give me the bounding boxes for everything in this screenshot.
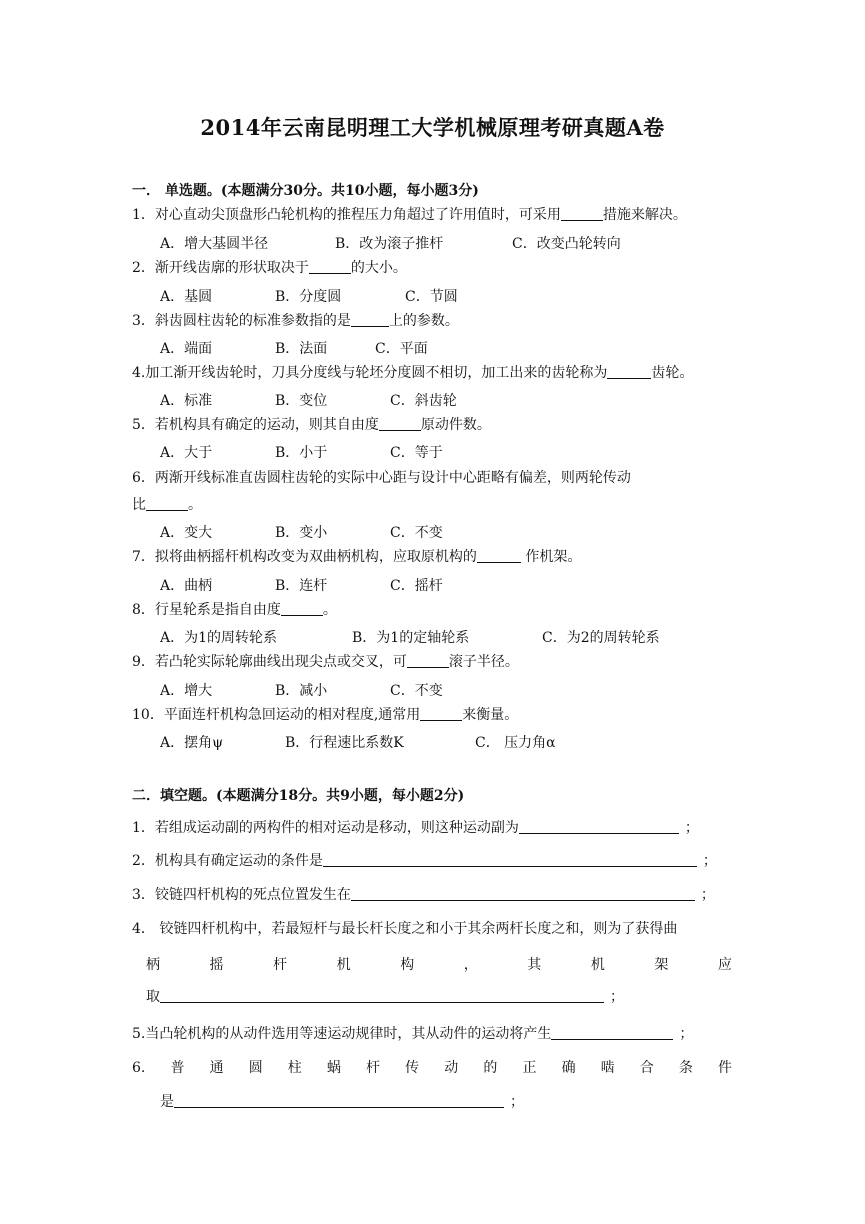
option: B．法面 (275, 341, 328, 357)
option: C．不变 (390, 683, 443, 699)
question-8: 8．行星轮系是指自由度 。 (132, 602, 337, 618)
option: C．改变凸轮转向 (512, 236, 621, 252)
question-3: 3．斜齿圆柱齿轮的标准参数指的是 上的参数。 (132, 313, 459, 329)
option: A．标准 (160, 393, 213, 409)
page-title: 2014年云南昆明理工大学机械原理考研真题A卷 (200, 115, 665, 140)
option: C． 压力角α (475, 735, 556, 751)
question-5: 5．若机构具有确定的运动，则其自由度 原动件数。 (132, 417, 491, 433)
option: C．等于 (390, 445, 443, 461)
question-9: 9．若凸轮实际轮廓曲线出现尖点或交叉，可 滚子半径。 (132, 654, 519, 670)
option: C．为2的周转轮系 (542, 630, 660, 646)
option: B．行程速比系数K (285, 735, 404, 751)
option: A．变大 (160, 525, 213, 541)
option: A．大于 (160, 445, 213, 461)
option: B．为1的定轴轮系 (352, 630, 470, 646)
question-4: 4.加工渐开线齿轮时，刀具分度线与轮坯分度圆不相切，加工出来的齿轮称为 齿轮。 (132, 365, 694, 381)
fill-question-4: 4． 铰链四杆机构中，若最短杆与最长杆长度之和小于其余两杆长度之和，则为了获得曲 (132, 921, 678, 937)
option: A．摆角ψ (160, 735, 224, 751)
question-6-cont: 比 。 (132, 497, 202, 513)
fill-question-5: 5.当凸轮机构的从动件选用等速运动规律时，其从动件的运动将产生 ； (132, 1026, 694, 1042)
fill-question-1: 1．若组成运动副的两构件的相对运动是移动，则这种运动副为 ； (132, 820, 699, 836)
option: C．平面 (375, 341, 428, 357)
option: C．不变 (390, 525, 443, 541)
option: A．增大基圆半径 (160, 236, 269, 252)
fill-question-3: 3．铰链四杆机构的死点位置发生在 ； (132, 887, 715, 903)
question-2: 2．渐开线齿廓的形状取决于 的大小。 (132, 260, 407, 276)
question-6: 6．两渐开线标准直齿圆柱齿轮的实际中心距与设计中心距略有偏差，则两轮传动 (132, 470, 631, 486)
question-10: 10．平面连杆机构急回运动的相对程度,通常用 来衡量。 (132, 707, 519, 723)
fill-question-4-cont: 取 ； (146, 989, 624, 1005)
option: C．节圆 (405, 289, 458, 305)
option: B．连杆 (275, 578, 328, 594)
option: B．改为滚子推杆 (335, 236, 444, 252)
question-7: 7．拟将曲柄摇杆机构改变为双曲柄机构，应取原机构的 作机架。 (132, 549, 582, 565)
option: A．端面 (160, 341, 213, 357)
fill-question-2: 2．机构具有确定运动的条件是 ； (132, 853, 717, 869)
fill-question-6-cont: 是 ； (160, 1094, 524, 1110)
option: B．变位 (275, 393, 328, 409)
section1-heading: 一． 单选题。(本题满分30分。共10小题，每小题3分) (132, 183, 479, 199)
fill-question-6: 6. 普 通 圆 柱 蜗 杆 传 动 的 正 确 啮 合 条 件 (132, 1060, 732, 1076)
fill-question-4-spread: 柄 摇 杆 机 构 ， 其 机 架 应 (146, 957, 732, 973)
option: C．摇杆 (390, 578, 443, 594)
option: A．为1的周转轮系 (160, 630, 278, 646)
option: B．减小 (275, 683, 328, 699)
option: A．增大 (160, 683, 213, 699)
option: B．变小 (275, 525, 328, 541)
question-1: 1．对心直动尖顶盘形凸轮机构的推程压力角超过了许用值时，可采用 措施来解决。 (132, 207, 687, 223)
option: A．曲柄 (160, 578, 213, 594)
option: B．分度圆 (275, 289, 342, 305)
option: B．小于 (275, 445, 328, 461)
section2-heading: 二．填空题。(本题满分18分。共9小题，每小题2分) (132, 788, 465, 804)
option: A．基圆 (160, 289, 213, 305)
option: C．斜齿轮 (390, 393, 457, 409)
